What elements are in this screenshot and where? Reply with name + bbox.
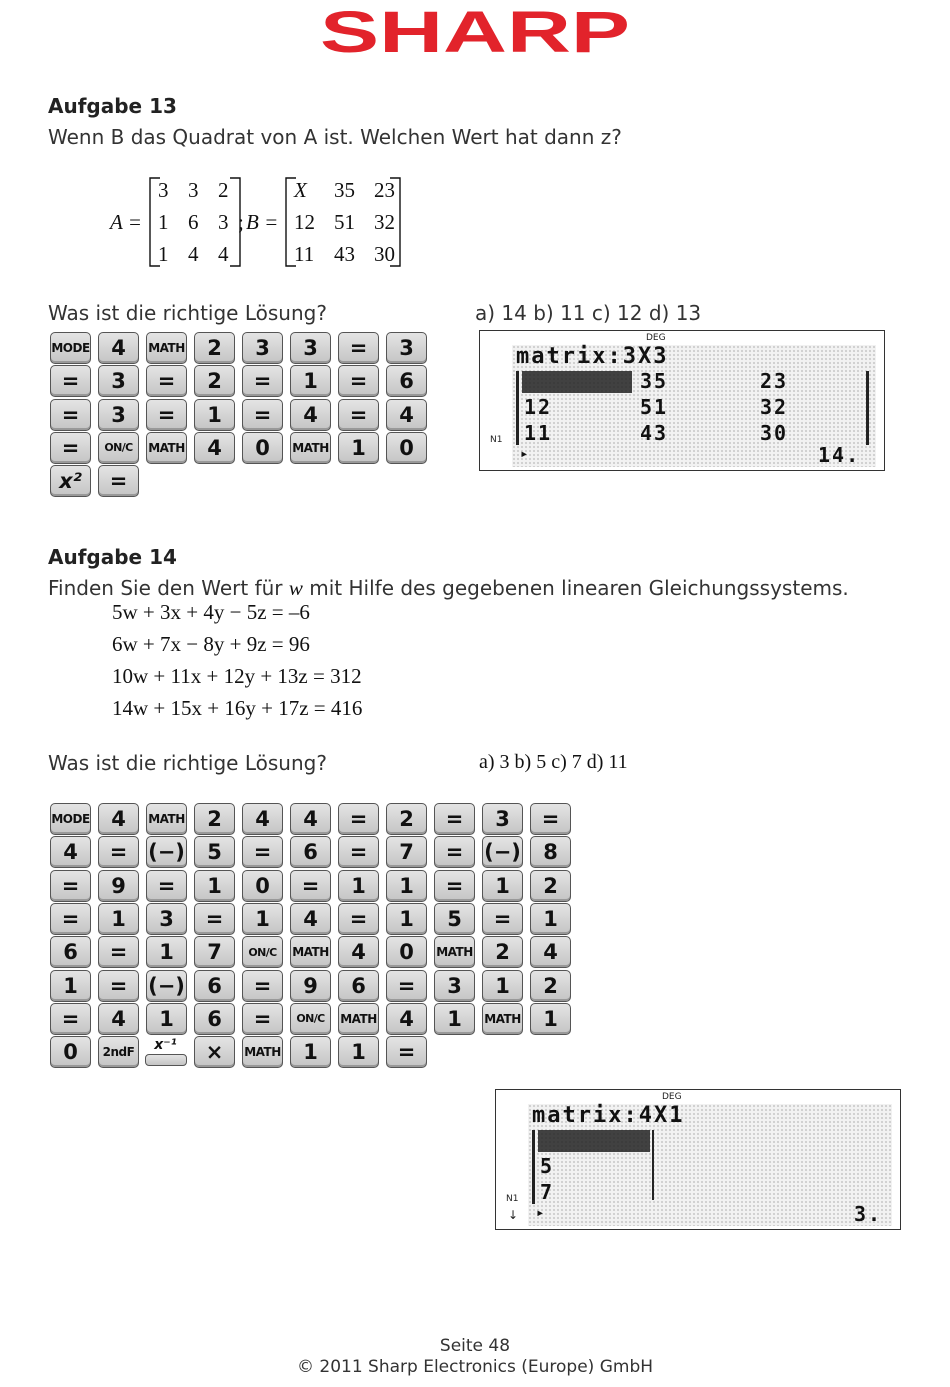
- key-1: 1: [386, 870, 427, 902]
- key-math: MATH: [290, 432, 331, 464]
- key-sym: =: [50, 903, 91, 935]
- matrix-a-cell: 3: [158, 178, 169, 202]
- matrix-b-cell: 23: [374, 178, 395, 202]
- key-sym: =: [338, 399, 379, 431]
- key-sym: (−): [146, 836, 187, 868]
- key-sym: =: [434, 803, 475, 835]
- key-sym: =: [242, 1003, 283, 1035]
- key-onc: ON/C: [98, 432, 139, 464]
- key-7: 7: [194, 936, 235, 968]
- key-sym: =: [242, 399, 283, 431]
- key-math: MATH: [146, 432, 187, 464]
- key-sym: =: [242, 970, 283, 1002]
- key-sym: =: [386, 970, 427, 1002]
- key-sym: =: [338, 803, 379, 835]
- separator: ;: [238, 210, 244, 234]
- matrix-b-cell: X: [294, 178, 307, 202]
- key-sym: (−): [146, 970, 187, 1002]
- key-4: 4: [386, 1003, 427, 1035]
- lcd-cell: 35: [640, 369, 669, 393]
- key-2: 2: [482, 936, 523, 968]
- matrix-a-cell: 3: [218, 210, 229, 234]
- lcd-bracket-left: [532, 1130, 535, 1204]
- key-onc: ON/C: [242, 936, 283, 968]
- key-1: 1: [194, 399, 235, 431]
- key-0: 0: [50, 1036, 91, 1068]
- lcd-cell: 7: [540, 1180, 555, 1204]
- key-4: 4: [290, 803, 331, 835]
- key-5: 5: [434, 903, 475, 935]
- task13-answers: a) 14 b) 11 c) 12 d) 13: [475, 301, 702, 325]
- key-sym: =: [50, 432, 91, 464]
- key-sym: =: [434, 870, 475, 902]
- task14-question: [48, 576, 849, 601]
- key-2: 2: [530, 970, 571, 1002]
- key-4: 4: [530, 936, 571, 968]
- matrix-b-cell: 51: [334, 210, 355, 234]
- lcd-cell: 23: [760, 369, 789, 393]
- lcd-cell: 12: [524, 395, 553, 419]
- key-1: 1: [338, 432, 379, 464]
- matrix-b-cell: 35: [334, 178, 355, 202]
- lcd-cell: 51: [640, 395, 669, 419]
- key-7: 7: [386, 836, 427, 868]
- lcd-cell: 5: [540, 1154, 555, 1178]
- key-sym: (−): [482, 836, 523, 868]
- key-3: 3: [242, 332, 283, 364]
- key-sym: =: [50, 399, 91, 431]
- equation-3: 10w + 11x + 12y + 13z = 312: [112, 664, 362, 688]
- lcd-bracket-right: [866, 371, 869, 445]
- key-0: 0: [386, 432, 427, 464]
- lcd-cursor-cell: [522, 371, 632, 393]
- question-text-pre: Finden Sie den Wert für: [48, 576, 283, 600]
- key-sym: =: [146, 870, 187, 902]
- bracket-right-B: [388, 176, 404, 268]
- key-1: 1: [146, 1003, 187, 1035]
- key-4: 4: [98, 803, 139, 835]
- matrix-a-cell: 4: [218, 242, 229, 266]
- deg-indicator: DEG: [662, 1092, 682, 1102]
- key-3: 3: [482, 803, 523, 835]
- key-4: 4: [50, 836, 91, 868]
- key-1: 1: [50, 970, 91, 1002]
- task13-calculator-display: [479, 330, 885, 471]
- key-1: 1: [386, 903, 427, 935]
- task14-prompt: Was ist die richtige Lösung?: [48, 751, 327, 775]
- key-4: 4: [386, 399, 427, 431]
- lcd-bracket-left: [516, 371, 519, 445]
- task14-calculator-display: [495, 1089, 901, 1230]
- key-x: x²: [50, 465, 91, 497]
- key-1: 1: [482, 970, 523, 1002]
- key-sym: =: [146, 365, 187, 397]
- question-text-post: mit Hilfe des gegebenen linearen Gleichungssystems.: [309, 576, 849, 600]
- key-sym: =: [242, 365, 283, 397]
- key-4: 4: [242, 803, 283, 835]
- key-sym: =: [98, 836, 139, 868]
- key-2: 2: [194, 803, 235, 835]
- key-0: 0: [242, 432, 283, 464]
- task13-heading: Aufgabe 13: [48, 94, 177, 118]
- key-6: 6: [290, 836, 331, 868]
- matrix-a-cell: 1: [158, 210, 169, 234]
- key-0: 0: [242, 870, 283, 902]
- page-number: Seite 48: [439, 1336, 511, 1356]
- key-math: MATH: [290, 936, 331, 968]
- key-3: 3: [290, 332, 331, 364]
- key-4: 4: [290, 903, 331, 935]
- question-variable: w: [288, 576, 303, 600]
- key-sym: =: [242, 836, 283, 868]
- key-math: MATH: [146, 332, 187, 364]
- lcd-title: matrix:4X1: [532, 1103, 685, 1128]
- key-4: 4: [194, 432, 235, 464]
- lcd-cursor-arrow: ▸: [536, 1205, 547, 1221]
- key-math: MATH: [338, 1003, 379, 1035]
- key-6: 6: [386, 365, 427, 397]
- key-4: 4: [290, 399, 331, 431]
- key-sym: =: [338, 836, 379, 868]
- key-5: 5: [194, 836, 235, 868]
- task13-prompt: Was ist die richtige Lösung?: [48, 301, 327, 325]
- lcd-cursor-cell: [538, 1130, 650, 1152]
- key-sym: =: [482, 903, 523, 935]
- key-4: 4: [98, 332, 139, 364]
- key-sym: =: [98, 465, 139, 497]
- sharp-logo: [318, 6, 632, 58]
- key-1: 1: [434, 1003, 475, 1035]
- key-2: 2: [194, 332, 235, 364]
- matrix-b-cell: 12: [294, 210, 315, 234]
- lcd-result: 14.: [818, 443, 861, 467]
- key-sym: =: [146, 399, 187, 431]
- copyright: © 2011 Sharp Electronics (Europe) GmbH: [296, 1357, 654, 1377]
- key-1: 1: [530, 1003, 571, 1035]
- key-sym: =: [50, 870, 91, 902]
- matrix-a-cell: 4: [188, 242, 199, 266]
- key-sym: =: [50, 1003, 91, 1035]
- matrix-a-cell: 2: [218, 178, 229, 202]
- key-2: 2: [530, 870, 571, 902]
- key-3: 3: [434, 970, 475, 1002]
- lcd-result: 3.: [854, 1202, 883, 1226]
- deg-indicator: DEG: [646, 333, 666, 343]
- key-sym: =: [434, 836, 475, 868]
- key-6: 6: [194, 970, 235, 1002]
- key-1: 1: [530, 903, 571, 935]
- task13-question: Wenn B das Quadrat von A ist. Welchen Wert hat dann z?: [48, 125, 622, 149]
- task14-answers: a) 3 b) 5 c) 7 d) 11: [479, 751, 628, 773]
- key-mode: MODE: [50, 332, 91, 364]
- key-3: 3: [98, 365, 139, 397]
- down-arrow-icon: ↓: [508, 1208, 519, 1222]
- equation-1: 5w + 3x + 4y − 5z = –6: [112, 600, 310, 624]
- matrix-a-cell: 6: [188, 210, 199, 234]
- key-1: 1: [482, 870, 523, 902]
- key-math: MATH: [242, 1036, 283, 1068]
- key-6: 6: [194, 1003, 235, 1035]
- matrix-a-cell: 3: [188, 178, 199, 202]
- key-6: 6: [50, 936, 91, 968]
- key-sym: ×: [194, 1036, 235, 1068]
- lcd-cell: 32: [760, 395, 789, 419]
- key-x: x⁻¹: [146, 1036, 185, 1066]
- key-1: 1: [290, 1036, 331, 1068]
- key-sym: =: [386, 1036, 427, 1068]
- key-math: MATH: [482, 1003, 523, 1035]
- key-sym: =: [98, 936, 139, 968]
- task14-heading: Aufgabe 14: [48, 545, 177, 569]
- matrix-b-cell: 43: [334, 242, 355, 266]
- key-9: 9: [290, 970, 331, 1002]
- key-4: 4: [338, 936, 379, 968]
- matrix-B: [288, 176, 404, 268]
- key-math: MATH: [146, 803, 187, 835]
- key-sym: =: [50, 365, 91, 397]
- matrix-equation: [110, 172, 410, 272]
- matrix-a-cell: 1: [158, 242, 169, 266]
- key-1: 1: [338, 1036, 379, 1068]
- key-3: 3: [386, 332, 427, 364]
- key-4: 4: [98, 1003, 139, 1035]
- matrix-b-cell: 32: [374, 210, 395, 234]
- key-mode: MODE: [50, 803, 91, 835]
- lcd-cell: 11: [524, 421, 553, 445]
- svg-text:SHARP: SHARP: [320, 6, 630, 58]
- key-sym: =: [338, 332, 379, 364]
- key-1: 1: [146, 936, 187, 968]
- key-1: 1: [290, 365, 331, 397]
- key-3: 3: [98, 399, 139, 431]
- equation-4: 14w + 15x + 16y + 17z = 416: [112, 696, 363, 720]
- key-1: 1: [98, 903, 139, 935]
- lcd-cell: 43: [640, 421, 669, 445]
- key-sym: =: [338, 365, 379, 397]
- key-math: MATH: [434, 936, 475, 968]
- label-B: B =: [246, 210, 279, 234]
- matrix-b-cell: 30: [374, 242, 395, 266]
- key-3: 3: [146, 903, 187, 935]
- key-2ndf: 2ndF: [98, 1036, 139, 1068]
- key-sym: =: [530, 803, 571, 835]
- key-6: 6: [338, 970, 379, 1002]
- key-8: 8: [530, 836, 571, 868]
- n1-indicator: N1: [490, 435, 503, 445]
- label-A: A =: [110, 210, 142, 234]
- lcd-title: matrix:3X3: [516, 344, 669, 369]
- key-2: 2: [386, 803, 427, 835]
- key-1: 1: [242, 903, 283, 935]
- key-sym: =: [98, 970, 139, 1002]
- equation-2: 6w + 7x − 8y + 9z = 96: [112, 632, 310, 656]
- lcd-cell: 30: [760, 421, 789, 445]
- key-1: 1: [338, 870, 379, 902]
- key-9: 9: [98, 870, 139, 902]
- matrix-b-cell: 11: [294, 242, 315, 266]
- key-sym: =: [194, 903, 235, 935]
- key-1: 1: [194, 870, 235, 902]
- key-sym: =: [290, 870, 331, 902]
- key-onc: ON/C: [290, 1003, 331, 1035]
- key-2: 2: [194, 365, 235, 397]
- key-sym: =: [338, 903, 379, 935]
- n1-indicator: N1: [506, 1194, 519, 1204]
- lcd-bracket-right: [652, 1130, 654, 1200]
- lcd-cursor-arrow: ▸: [520, 446, 531, 462]
- key-0: 0: [386, 936, 427, 968]
